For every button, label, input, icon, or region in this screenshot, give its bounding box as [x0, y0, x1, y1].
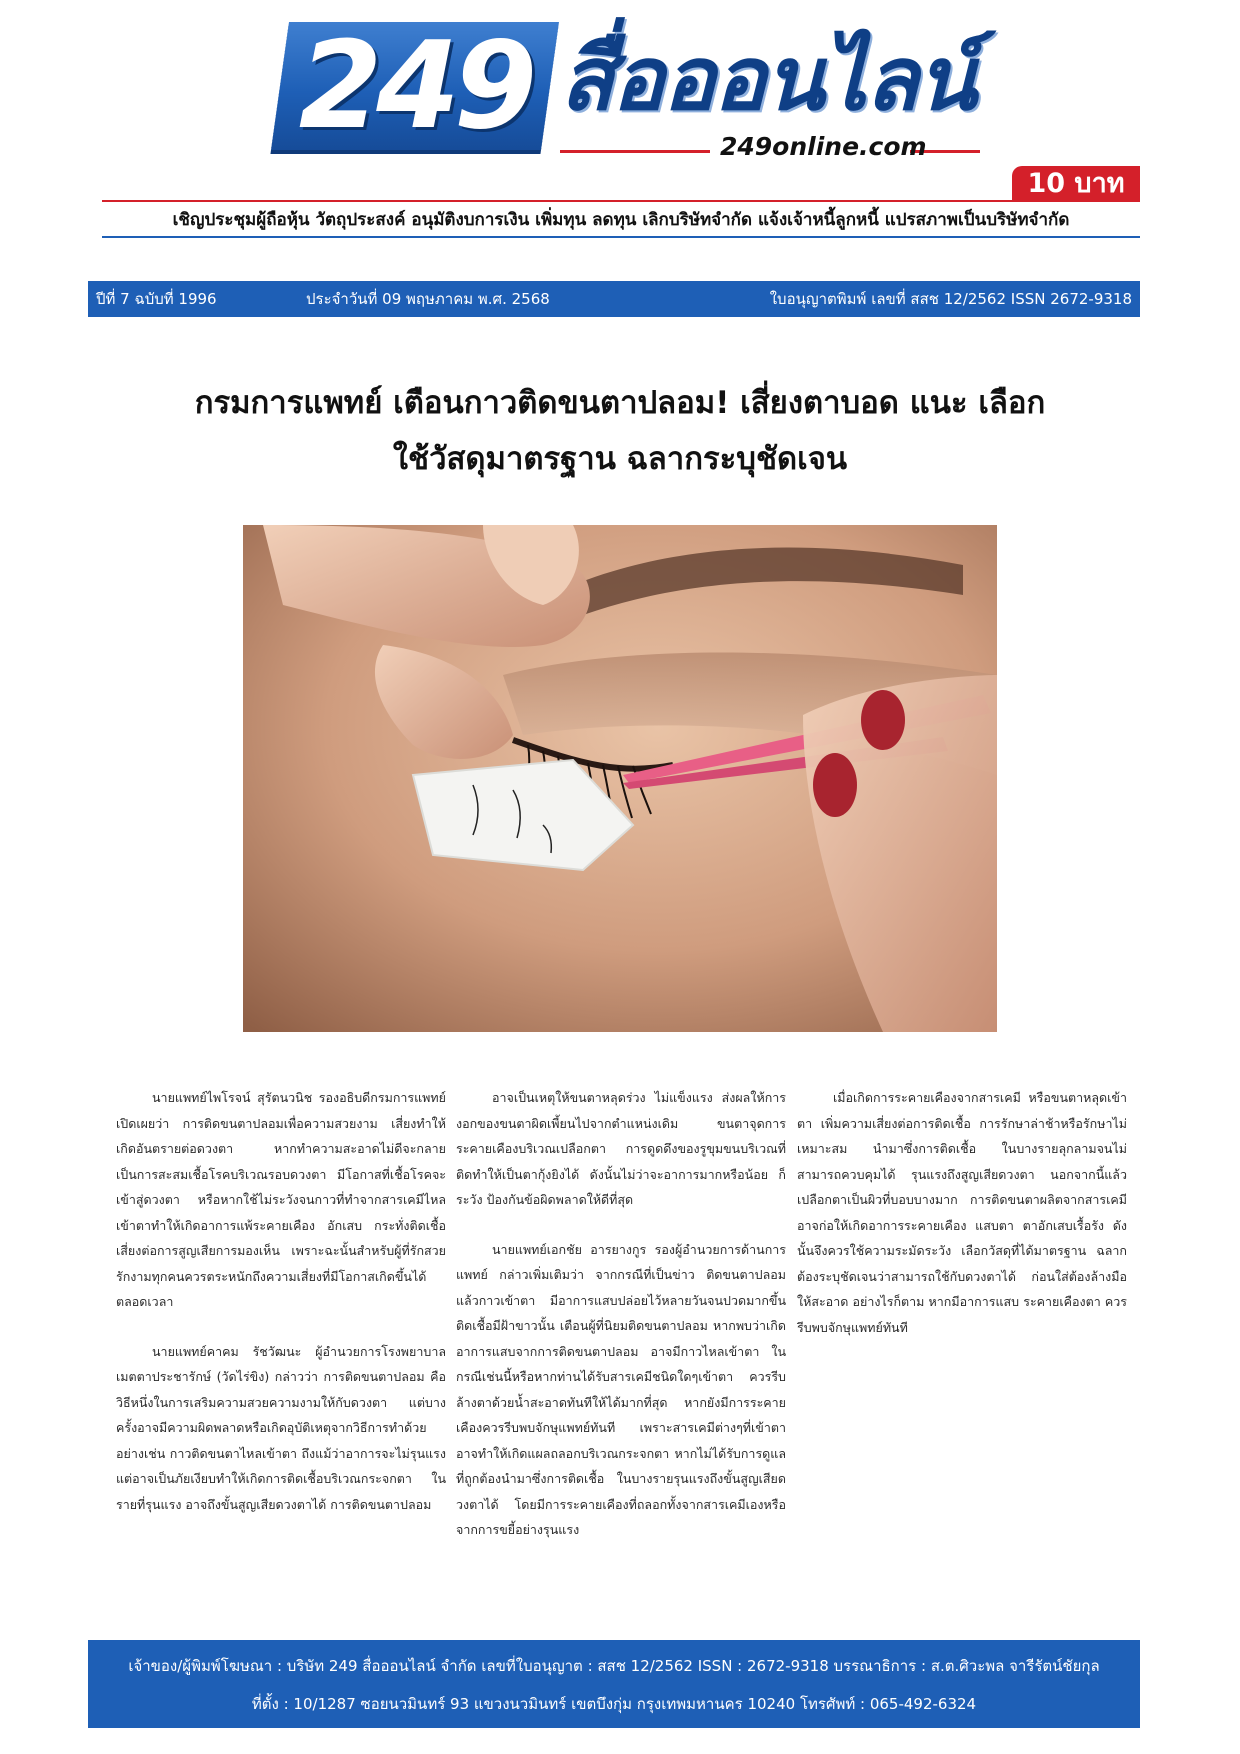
article-column-3: [797, 1085, 1127, 1364]
services-tagline: เชิญประชุมผู้ถือหุ้น วัตถุประสงค์ อนุมัติงบการเงิน เพิ่มทุน ลดทุน เลิกบริษัทจำกัด แจ้งเจ้าหนี้ลูกหนี้ แปรสภาพเป็นบริษัทจำกัด: [172, 210, 1070, 230]
masthead-rule-red: [102, 200, 1140, 202]
headline: [100, 375, 1140, 487]
article-column-2: [456, 1085, 786, 1567]
issue-volume: ปีที่ 7 ฉบับที่ 1996: [96, 290, 217, 308]
masthead-rule-blue: [102, 236, 1140, 238]
article-photo: [243, 525, 997, 1032]
article-paragraph: นายแพทย์ไพโรจน์ สุรัตนวนิช รองอธิบดีกรมการแพทย์ เปิดเผยว่า การติดขนตาปลอมเพื่อความสวยงาม เสี่ยงทำให้เกิดอันตรายต่อดวงตา หากทำความสะอาดไม่ดีจะกลายเป็นการสะสมเชื้อโรคบริเวณรอบดวงตา มีโอกาสที่เชื้อโรคจะเข้าสู่ดวงตา หรือหากใช้ไม่ระวังจนกาวที่ทำจากสารเคมีไหลเข้าตาทำให้เกิดอาการแพ้ระคายเคือง อักเสบ กระทั่งติดเชื้อ เสี่ยงต่อการสูญเสียการมองเห็น เพราะฉะนั้นสำหรับผู้ที่รักสวยรักงามทุกคนควรตระหนักถึงความเสี่ยงที่มีโอกาสเกิดขึ้นได้ตลอดเวลา: [116, 1090, 446, 1309]
headline-line-2: ใช้วัสดุมาตรฐาน ฉลากระบุชัดเจน: [392, 441, 848, 477]
logo-url: 249online.com: [720, 132, 927, 161]
article-paragraph: เมื่อเกิดการระคายเคืองจากสารเคมี หรือขนตาหลุดเข้าตา เพิ่มความเสี่ยงต่อการติดเชื้อ การรักษาล่าช้าหรือรักษาไม่เหมาะสม นำมาซึ่งการติดเชื้อ ในบางรายลุกลามจนไม่สามารถควบคุมได้ รุนแรงถึงสูญเสียดวงตา นอกจากนี้แล้วเปลือกตาเป็นผิวที่บอบบางมาก การติดขนตาผลิตจากสารเคมีอาจก่อให้เกิดอาการระคายเคือง แสบตา ตาอักเสบเรื้อรัง ดังนั้นจึงควรใช้ความระมัดระวัง เลือกวัสดุที่ได้มาตรฐาน ฉลากต้องระบุชัดเจนว่าสามารถใช้กับดวงตาได้ ก่อนใส่ต้องล้างมือให้สะอาด อย่างไรก็ตาม หากมีอาการแสบ ระคายเคืองตา ควรรีบพบจักษุแพทย์ทันที: [797, 1090, 1127, 1335]
eyelash-extension-illustration: [243, 525, 997, 1032]
issue-license: ใบอนุญาตพิมพ์ เลขที่ สสช 12/2562 ISSN 2672-9318: [769, 290, 1132, 308]
price-badge: 10 บาท: [1012, 166, 1140, 202]
footer-address-line: ที่ตั้ง : 10/1287 ซอยนวมินทร์ 93 แขวงนวมินทร์ เขตบึงกุ่ม กรุงเทพมหานคร 10240 โทรศัพท์ : 065-492-6324: [251, 1695, 977, 1713]
footer: [88, 1640, 1140, 1728]
logo-number: 249: [298, 16, 532, 156]
logo-underline-left: [560, 150, 710, 153]
issue-date: ประจำวันที่ 09 พฤษภาคม พ.ศ. 2568: [306, 290, 550, 308]
logo-text: สื่อออนไลน์: [560, 27, 975, 130]
masthead: [280, 16, 980, 172]
footer-publisher-line: เจ้าของ/ผู้พิมพ์โฆษณา : บริษัท 249 สื่อออนไลน์ จำกัด เลขที่ใบอนุญาต : สสช 12/2562 ISSN : 2672-9318 บรรณาธิการ : ส.ต.ศิวะพล จารีรัตน์ชัยกุล: [128, 1657, 1100, 1675]
article-column-1: [116, 1085, 446, 1541]
article-paragraph: อาจเป็นเหตุให้ขนตาหลุดร่วง ไม่แข็งแรง ส่งผลให้การงอกของขนตาผิดเพี้ยนไปจากตำแหน่งเดิม ขนตาจุดการระคายเคืองบริเวณเปลือกตา การดูดดึงของรูขุมขนบริเวณที่ติดทำให้เป็นตากุ้งยิงได้ ดังนั้นไม่ว่าจะอาการมากหรือน้อย ก็ระวัง ป้องกันข้อผิดพลาดให้ดีที่สุด: [456, 1090, 786, 1207]
logo-number-block: [271, 16, 559, 156]
issue-bar: [88, 281, 1140, 317]
article-paragraph: นายแพทย์คาคม รัชวัฒนะ ผู้อำนวยการโรงพยาบาลเมตตาประชารักษ์ (วัดไร่ขิง) กล่าวว่า การติดขนตาปลอม คือวิธีหนึ่งในการเสริมความสวยความงามให้กับดวงตา แต่บางครั้งอาจมีความผิดพลาดหรือเกิดอุบัติเหตุจากวิธีการทำด้วยอย่างเช่น กาวติดขนตาไหลเข้าตา ถึงแม้ว่าอาการจะไม่รุนแรง แต่อาจเป็นภัยเงียบทำให้เกิดการติดเชื้อบริเวณกระจกตา ในรายที่รุนแรง อาจถึงขั้นสูญเสียดวงตาได้ การติดขนตาปลอม: [116, 1343, 446, 1512]
headline-line-1: กรมการแพทย์ เตือนกาวติดขนตาปลอม! เสี่ยงตาบอด แนะ เลือก: [194, 385, 1046, 421]
article-paragraph: นายแพทย์เอกชัย อารยางกูร รองผู้อำนวยการด้านการแพทย์ กล่าวเพิ่มเติมว่า จากกรณีที่เป็นข่าว ติดขนตาปลอมแล้วกาวเข้าตา มีอาการแสบปล่อยไว้หลายวันจนปวดมากขึ้น ติดเชื้อมีฝ้าขาวนั้น เตือนผู้ที่นิยมติดขนตาปลอม หากพบว่าเกิดอาการแสบจากการติดขนตาปลอม อาจมีกาวไหลเข้าตา ในกรณีเช่นนี้หรือหากท่านได้รับสารเคมีชนิดใดๆเข้าตา ควรรีบล้างตาด้วยน้ำสะอาดทันทีให้ได้มากที่สุด หากยังมีการระคายเคืองควรรีบพบจักษุแพทย์ทันที เพราะสารเคมีต่างๆที่เข้าตา อาจทำให้เกิดแผลถลอกบริเวณกระจกตา หากไม่ได้รับการดูแลที่ถูกต้องนำมาซึ่งการติดเชื้อ ในบางรายรุนแรงถึงขั้นสูญเสียดวงตาได้ โดยมีการระคายเคืองที่ถลอกทั้งจากสารเคมีเองหรือจากการขยี้อย่างรุนแรง: [456, 1241, 786, 1537]
